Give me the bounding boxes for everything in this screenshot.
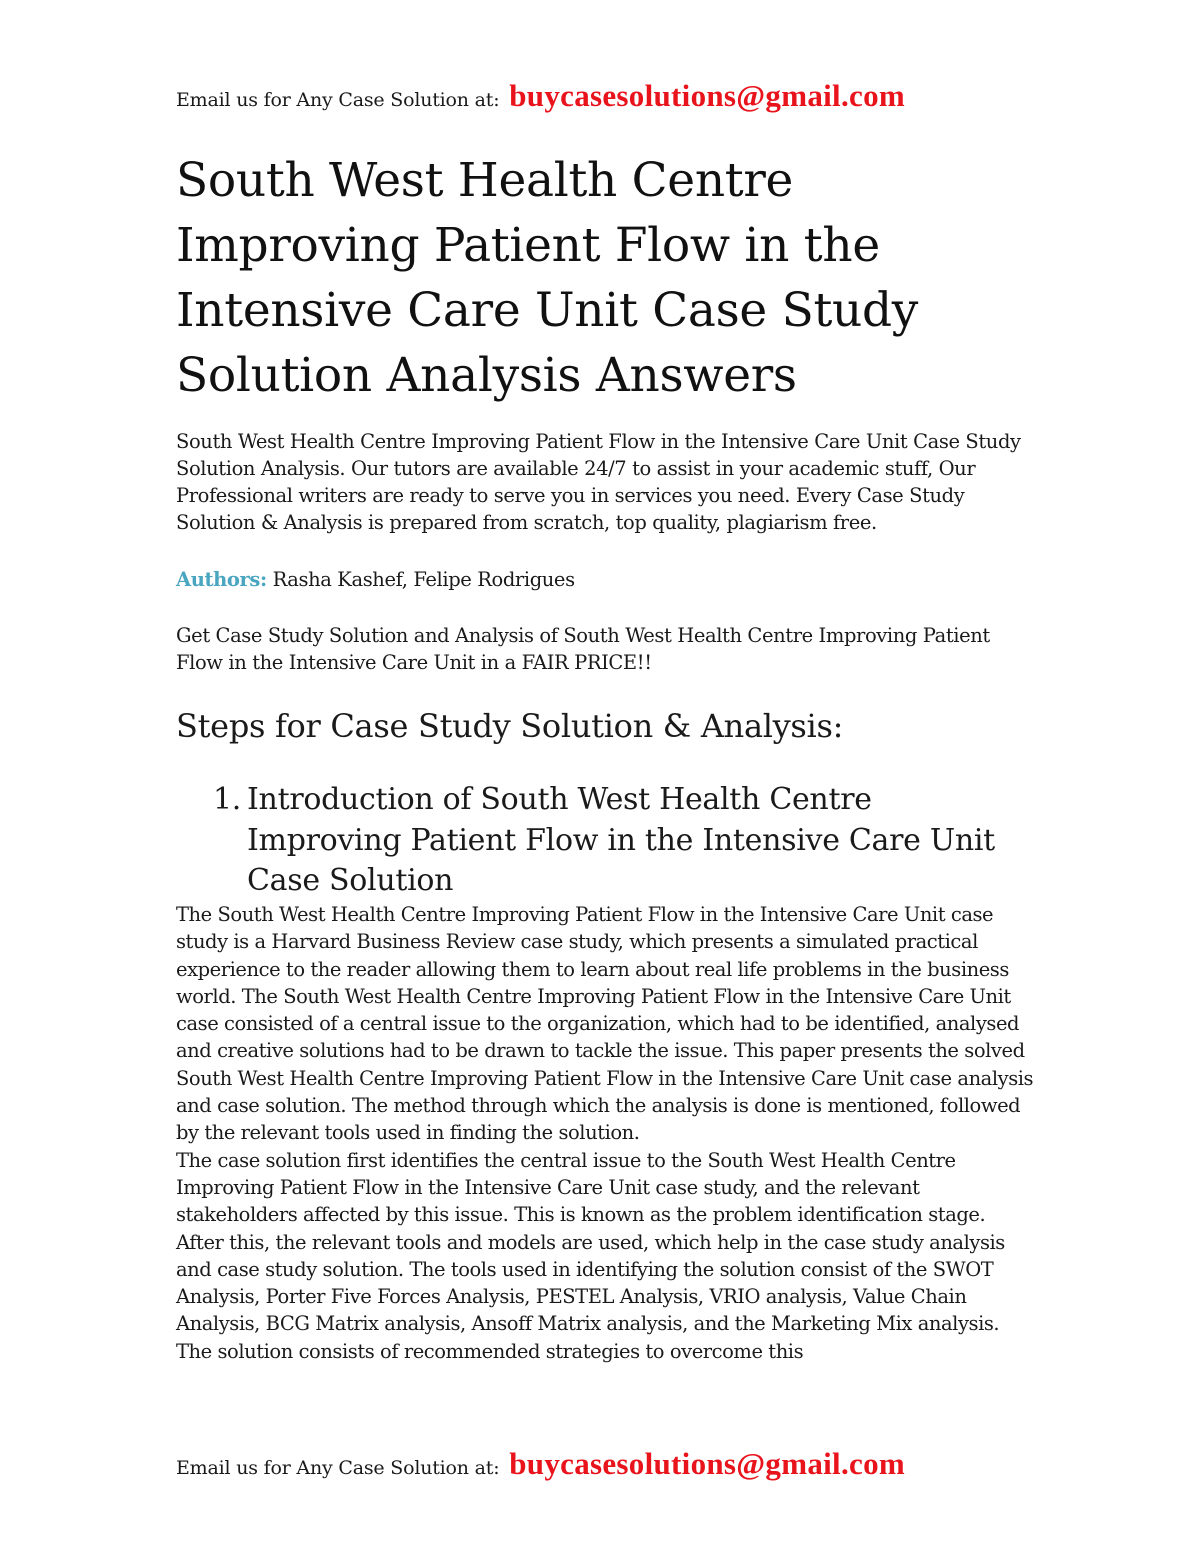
- authors-names: Rasha Kashef, Felipe Rodrigues: [272, 568, 575, 591]
- steps-heading: Steps for Case Study Solution & Analysis:: [176, 707, 844, 745]
- header-email-address[interactable]: buycasesolutions@gmail.com: [509, 78, 906, 113]
- intro-paragraph: South West Health Centre Improving Patient Flow in the Intensive Care Unit Case Study Solution Analysis. Our tutors are available 24/7 to assist in your academic stuff, Our Professional writers are ready to serve you in services you need. Every Case Study Solution & Analysis is prepared from scratch, top quality, plagiarism free.: [176, 430, 1021, 534]
- document-title: South West Health Centre Improving Patient Flow in the Intensive Care Unit Case Study Solution Analysis Answers: [176, 153, 919, 403]
- step-number: 1.: [213, 782, 242, 817]
- body-paragraph-2: The case solution first identifies the central issue to the South West Health Centre Improving Patient Flow in the Intensive Care Unit case study, and the relevant stakeholders affected by this issue. This is known as the problem identification stage. After this, the relevant tools and models are used, which help in the case study analysis and case study solution. The tools used in identifying the solution consist of the SWOT Analysis, Porter Five Forces Analysis, PESTEL Analysis, VRIO analysis, Value Chain Analysis, BCG Matrix analysis, Ansoff Matrix analysis, and the Marketing Mix analysis. The solution consists of recommended strategies to overcome this: [176, 1148, 1005, 1363]
- step-title: Introduction of South West Health Centre Improving Patient Flow in the Intensive Care Unit Case Solution: [247, 782, 995, 898]
- authors-label: Authors:: [176, 568, 267, 591]
- authors-line: [176, 566, 575, 593]
- footer-email-prefix: Email us for Any Case Solution at:: [176, 1457, 500, 1479]
- cta-paragraph: Get Case Study Solution and Analysis of South West Health Centre Improving Patient Flow in the Intensive Care Unit in a FAIR PRICE!!: [176, 624, 990, 674]
- header-email-prefix: Email us for Any Case Solution at:: [176, 89, 500, 111]
- footer-email-line: [176, 1446, 905, 1482]
- footer-email-address[interactable]: buycasesolutions@gmail.com: [509, 1446, 906, 1481]
- body-text: [176, 901, 1036, 1365]
- step-item-1: [213, 780, 1013, 902]
- header-email-line: [176, 78, 905, 114]
- body-paragraph-1: The South West Health Centre Improving Patient Flow in the Intensive Care Unit case study is a Harvard Business Review case study, which presents a simulated practical experience to the reader allowing them to learn about real life problems in the business world. The South West Health Centre Improving Patient Flow in the Intensive Care Unit case consisted of a central issue to the organization, which had to be identified, analysed and creative solutions had to be drawn to tackle the issue. This paper presents the solved South West Health Centre Improving Patient Flow in the Intensive Care Unit case analysis and case solution. The method through which the analysis is done is mentioned, followed by the relevant tools used in finding the solution.: [176, 903, 1034, 1145]
